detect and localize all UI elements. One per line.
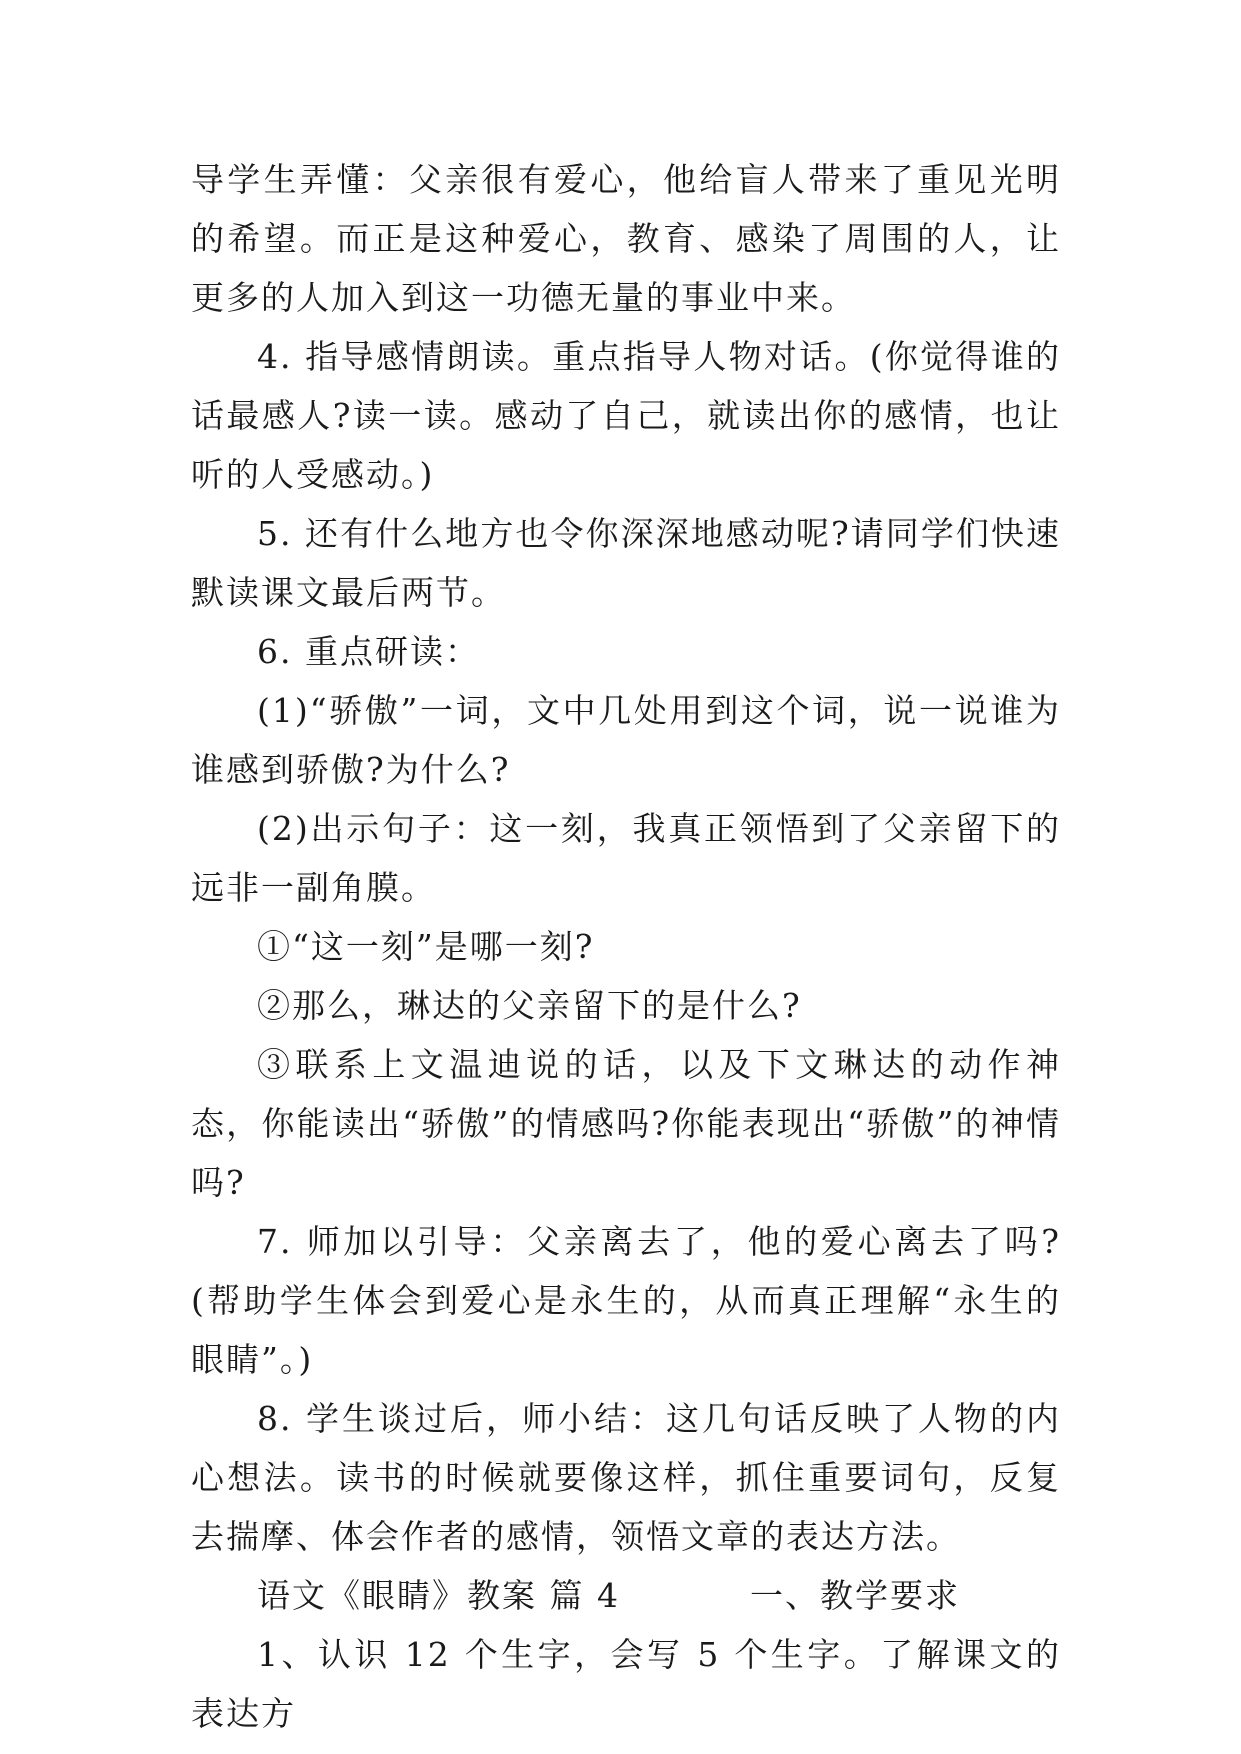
- paragraph-requirement-1: 1、认识 12 个生字，会写 5 个生字。了解课文的表达方: [191, 1635, 1061, 1733]
- paragraph-sub-1: (1)“骄傲”一词，文中几处用到这个词，说一说谁为谁感到骄傲?为什么?: [191, 691, 1061, 789]
- paragraph-circled-3: ③联系上文温迪说的话，以及下文琳达的动作神态，你能读出“骄傲”的情感吗?你能表现出“骄傲”的神情吗?: [191, 1045, 1061, 1202]
- paragraph-item-5: 5. 还有什么地方也令你深深地感动呢?请同学们快速默读课文最后两节。: [191, 514, 1061, 612]
- paragraph-continuation: 导学生弄懂：父亲很有爱心，他给盲人带来了重见光明的希望。而正是这种爱心，教育、感染了周围的人，让更多的人加入到这一功德无量的事业中来。: [191, 160, 1061, 317]
- section-title: 语文《眼睛》教案 篇 4: [257, 1576, 620, 1615]
- section-heading: [191, 1566, 1061, 1625]
- paragraph-item-8: 8. 学生谈过后，师小结：这几句话反映了人物的内心想法。读书的时候就要像这样，抓住重要词句，反复去揣摩、体会作者的感情，领悟文章的表达方法。: [191, 1399, 1061, 1556]
- section-subtitle: 一、教学要求: [749, 1576, 960, 1615]
- paragraph-item-7: 7. 师加以引导：父亲离去了，他的爱心离去了吗?(帮助学生体会到爱心是永生的，从而真正理解“永生的眼睛”。): [191, 1222, 1061, 1379]
- paragraph-sub-2: (2)出示句子：这一刻，我真正领悟到了父亲留下的远非一副角膜。: [191, 809, 1061, 907]
- document-body: [191, 150, 1061, 1743]
- paragraph-item-4: 4. 指导感情朗读。重点指导人物对话。(你觉得谁的话最感人?读一读。感动了自己，就读出你的感情，也让听的人受感动。): [191, 337, 1061, 494]
- paragraph-circled-1: ①“这一刻”是哪一刻?: [257, 927, 595, 966]
- paragraph-circled-2: ②那么，琳达的父亲留下的是什么?: [257, 986, 802, 1025]
- paragraph-item-6: 6. 重点研读：: [257, 632, 480, 671]
